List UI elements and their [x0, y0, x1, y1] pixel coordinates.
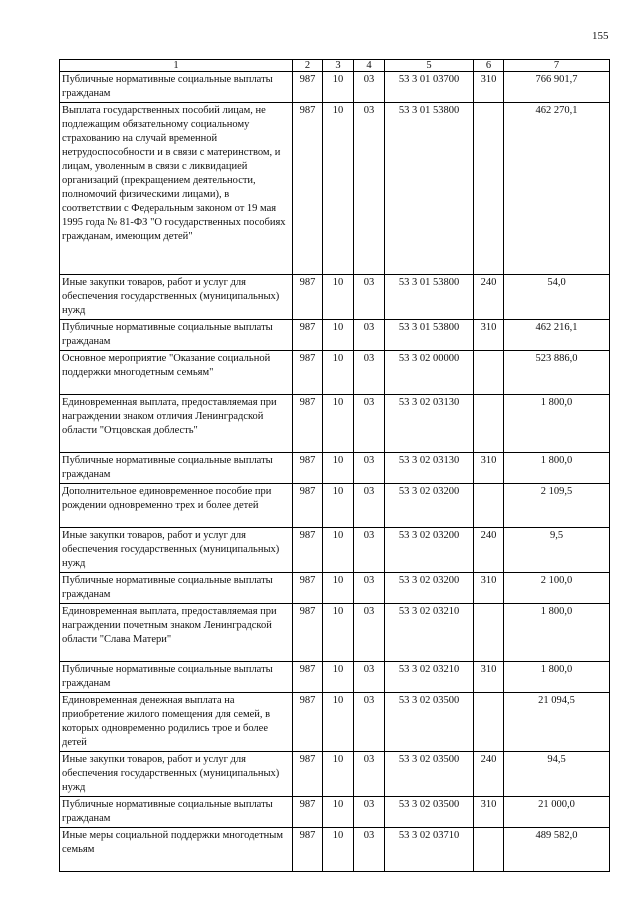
table-cell: Дополнительное единовременное пособие при рождении одновременно трех и более детей	[60, 484, 293, 528]
table-cell: 489 582,0	[504, 828, 610, 872]
table-cell: Иные закупки товаров, работ и услуг для обеспечения государственных (муниципальных) нужд	[60, 275, 293, 320]
table-cell: 53 3 02 03500	[385, 752, 474, 797]
table-cell: 10	[323, 320, 354, 351]
table-cell: 9,5	[504, 528, 610, 573]
table-cell: Публичные нормативные социальные выплаты гражданам	[60, 320, 293, 351]
table-cell: Основное мероприятие "Оказание социальной поддержки многодетным семьям"	[60, 351, 293, 395]
table-cell: 1 800,0	[504, 395, 610, 453]
header-cell: 7	[504, 60, 610, 72]
table-cell: 53 3 02 03210	[385, 604, 474, 662]
table-cell: Единовременная денежная выплата на приобретение жилого помещения для семей, в которых одновременно родились трое и более детей	[60, 693, 293, 752]
table-cell: 53 3 01 53800	[385, 275, 474, 320]
table-cell: 10	[323, 752, 354, 797]
table-cell: Иные закупки товаров, работ и услуг для обеспечения государственных (муниципальных) нужд	[60, 528, 293, 573]
table-cell: 03	[354, 752, 385, 797]
table-cell: 10	[323, 72, 354, 103]
table-cell	[474, 604, 504, 662]
table-row	[60, 395, 610, 453]
table-cell: 2 109,5	[504, 484, 610, 528]
header-cell: 6	[474, 60, 504, 72]
table-cell: 10	[323, 103, 354, 275]
table-cell: 53 3 02 03710	[385, 828, 474, 872]
table-cell	[474, 484, 504, 528]
table-cell: 10	[323, 484, 354, 528]
table-cell: 10	[323, 693, 354, 752]
table-header-row	[60, 60, 610, 72]
header-cell: 3	[323, 60, 354, 72]
table-cell: 987	[293, 604, 323, 662]
table-cell: Единовременная выплата, предоставляемая при награждении знаком отличия Ленинградской области "Отцовская доблесть"	[60, 395, 293, 453]
table-cell: 03	[354, 528, 385, 573]
table-cell: 240	[474, 275, 504, 320]
table-cell: 987	[293, 395, 323, 453]
table-cell: 10	[323, 528, 354, 573]
table-cell: 10	[323, 573, 354, 604]
table-cell: 53 3 02 03500	[385, 693, 474, 752]
table-row	[60, 662, 610, 693]
table-cell: 03	[354, 395, 385, 453]
table-cell: 03	[354, 453, 385, 484]
table-cell: Единовременная выплата, предоставляемая при награждении почетным знаком Ленинградской области "Слава Матери"	[60, 604, 293, 662]
table-cell: Публичные нормативные социальные выплаты гражданам	[60, 797, 293, 828]
table-cell: 54,0	[504, 275, 610, 320]
table-cell: 310	[474, 797, 504, 828]
table-cell: 987	[293, 320, 323, 351]
table-cell: 10	[323, 797, 354, 828]
table-cell	[474, 103, 504, 275]
table-cell: Публичные нормативные социальные выплаты гражданам	[60, 72, 293, 103]
table-row	[60, 604, 610, 662]
table-row	[60, 72, 610, 103]
table-cell: 462 216,1	[504, 320, 610, 351]
table-cell: 987	[293, 573, 323, 604]
table-cell: 53 3 02 03130	[385, 395, 474, 453]
table-cell: 53 3 02 03200	[385, 528, 474, 573]
header-cell: 5	[385, 60, 474, 72]
table-row	[60, 573, 610, 604]
table-cell: 03	[354, 320, 385, 351]
table-row	[60, 828, 610, 872]
table-cell: 03	[354, 275, 385, 320]
table-cell: 21 094,5	[504, 693, 610, 752]
table-row	[60, 453, 610, 484]
header-cell: 2	[293, 60, 323, 72]
table-cell: 1 800,0	[504, 453, 610, 484]
table-cell: 10	[323, 351, 354, 395]
table-row	[60, 528, 610, 573]
table-cell: 10	[323, 275, 354, 320]
table-cell: 03	[354, 662, 385, 693]
table-row	[60, 484, 610, 528]
table-cell: 987	[293, 72, 323, 103]
table-cell: 987	[293, 752, 323, 797]
table-cell: 987	[293, 484, 323, 528]
table-cell: 03	[354, 573, 385, 604]
table-cell: 10	[323, 828, 354, 872]
table-row	[60, 752, 610, 797]
table-cell: 03	[354, 797, 385, 828]
table-cell: 94,5	[504, 752, 610, 797]
table-row	[60, 797, 610, 828]
table-cell: 03	[354, 693, 385, 752]
table-cell: 03	[354, 72, 385, 103]
table-cell	[474, 395, 504, 453]
table-cell: 310	[474, 573, 504, 604]
table-cell: 21 000,0	[504, 797, 610, 828]
table-cell: 310	[474, 72, 504, 103]
table-cell	[474, 351, 504, 395]
header-cell: 4	[354, 60, 385, 72]
table-cell: 766 901,7	[504, 72, 610, 103]
table-cell: 53 3 01 03700	[385, 72, 474, 103]
table-cell: 987	[293, 103, 323, 275]
table-row	[60, 320, 610, 351]
table-cell: 987	[293, 662, 323, 693]
table-cell: 1 800,0	[504, 604, 610, 662]
table-cell: 2 100,0	[504, 573, 610, 604]
table-cell: 1 800,0	[504, 662, 610, 693]
table-cell: 03	[354, 351, 385, 395]
table-cell: Выплата государственных пособий лицам, не подлежащим обязательному социальному страхованию на случай временной нетрудоспособности и в связи с материнством, и лицам, уволенным в связи с ликвидацией организаций (прекращением деятельности, полномочий физическими лицами), в соответствии с Федеральным законом от 19 мая 1995 года № 81-ФЗ "О государственных пособиях гражданам, имеющим детей"	[60, 103, 293, 275]
budget-table	[59, 59, 610, 872]
table-cell: Иные закупки товаров, работ и услуг для обеспечения государственных (муниципальных) нужд	[60, 752, 293, 797]
table-cell: 53 3 02 00000	[385, 351, 474, 395]
table-cell: 10	[323, 453, 354, 484]
table-cell: 10	[323, 662, 354, 693]
table-cell: 987	[293, 797, 323, 828]
table-cell: 53 3 02 03500	[385, 797, 474, 828]
table-cell: 53 3 02 03200	[385, 484, 474, 528]
table-cell: 240	[474, 752, 504, 797]
table-cell: 987	[293, 453, 323, 484]
table-cell: 03	[354, 103, 385, 275]
table-cell	[474, 693, 504, 752]
table-row	[60, 103, 610, 275]
table-cell: 987	[293, 528, 323, 573]
table-cell: 240	[474, 528, 504, 573]
table-cell: 53 3 02 03210	[385, 662, 474, 693]
table-cell: 987	[293, 693, 323, 752]
table-cell: 10	[323, 395, 354, 453]
table-cell: 523 886,0	[504, 351, 610, 395]
table-cell: 10	[323, 604, 354, 662]
header-cell: 1	[60, 60, 293, 72]
table-row	[60, 275, 610, 320]
table-row	[60, 351, 610, 395]
table-cell: Публичные нормативные социальные выплаты гражданам	[60, 662, 293, 693]
table-cell: Публичные нормативные социальные выплаты гражданам	[60, 573, 293, 604]
table-cell: 987	[293, 275, 323, 320]
table-cell: 462 270,1	[504, 103, 610, 275]
page-number: 155	[592, 30, 609, 42]
table-cell: 03	[354, 484, 385, 528]
table-cell: 53 3 02 03130	[385, 453, 474, 484]
table-cell: Иные меры социальной поддержки многодетным семьям	[60, 828, 293, 872]
table-cell: 310	[474, 320, 504, 351]
table-cell: Публичные нормативные социальные выплаты гражданам	[60, 453, 293, 484]
table-cell: 53 3 01 53800	[385, 320, 474, 351]
table-cell: 987	[293, 351, 323, 395]
table-cell: 987	[293, 828, 323, 872]
table-cell	[474, 828, 504, 872]
table-cell: 53 3 01 53800	[385, 103, 474, 275]
table-cell: 53 3 02 03200	[385, 573, 474, 604]
table-cell: 03	[354, 604, 385, 662]
table-cell: 310	[474, 453, 504, 484]
table-cell: 03	[354, 828, 385, 872]
table-cell: 310	[474, 662, 504, 693]
table-row	[60, 693, 610, 752]
